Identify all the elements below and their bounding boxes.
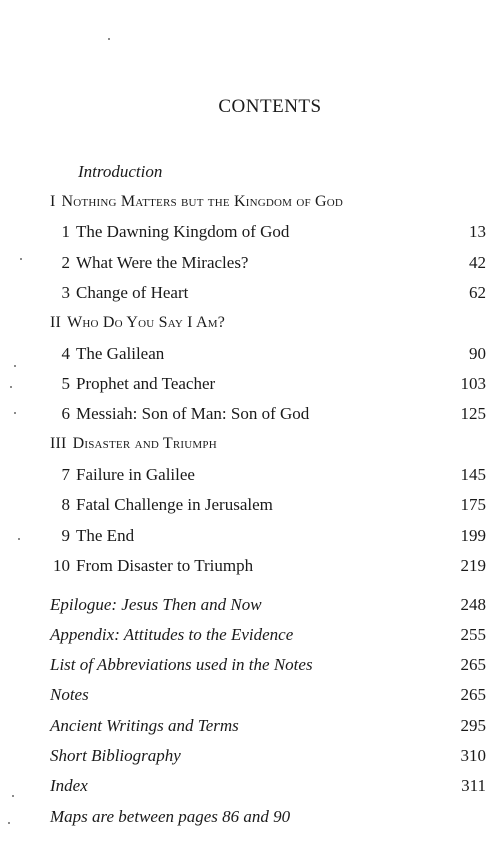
page-title: CONTENTS [218,96,322,117]
toc-chapter-number: 9 [61,526,70,545]
toc-entry-abbreviations [50,653,313,677]
toc-entry-introduction [78,160,162,184]
scan-speck [18,538,20,540]
toc-chapter-7 [50,463,195,487]
toc-page-number: 295 [460,716,486,735]
toc-page-number: 248 [460,595,486,614]
toc-part-3 [50,432,217,456]
scan-speck [14,365,16,367]
toc-page-number: 199 [460,526,486,545]
toc-entry-notes [50,683,89,707]
toc-part-label: Disaster and Triumph [72,435,217,452]
toc-chapter-8 [50,493,273,517]
toc-part-number: III [50,435,67,452]
toc-chapter-label: From Disaster to Triumph [76,556,254,575]
toc-chapter-2 [50,251,248,275]
toc-maps-note [50,805,290,829]
toc-part-1 [50,190,343,214]
toc-page-number: 42 [469,253,486,272]
toc-entry-label: Appendix: Attitudes to the Evidence [50,625,294,644]
toc-page-number: 13 [469,222,486,241]
toc-page-number: 255 [460,625,486,644]
toc-page-number: 311 [461,776,486,795]
toc-chapter-label: Prophet and Teacher [76,374,216,393]
toc-chapter-label: What Were the Miracles? [76,253,249,272]
toc-chapter-label: The Dawning Kingdom of God [76,222,290,241]
toc-page-number: 125 [460,404,486,423]
toc-page-number: 310 [460,746,486,765]
toc-entry-label: Index [50,776,88,795]
toc-entry-appendix [50,623,293,647]
toc-chapter-4 [50,342,164,366]
scan-speck [14,412,16,414]
toc-entry-label: Epilogue: Jesus Then and Now [50,595,262,614]
toc-part-label: Nothing Matters but the Kingdom of God [61,193,344,210]
toc-page-number: 175 [460,495,486,514]
toc-part-label: Who Do You Say I Am? [67,314,226,331]
toc-entry-label: Short Bibliography [50,746,181,765]
toc-chapter-label: The End [76,526,135,545]
toc-chapter-label: Messiah: Son of Man: Son of God [76,404,310,423]
toc-chapter-label: Fatal Challenge in Jerusalem [76,495,273,514]
toc-page-number: 265 [460,685,486,704]
toc-chapter-number: 5 [61,374,70,393]
toc-chapter-number: 1 [61,222,70,241]
toc-entry-label: List of Abbreviations used in the Notes [50,655,313,674]
toc-chapter-number: 10 [53,556,70,575]
toc-chapter-5 [50,372,215,396]
scan-speck [108,38,110,40]
toc-entry-index [50,774,88,798]
toc-part-number: II [50,314,62,331]
toc-chapter-label: Change of Heart [76,283,189,302]
scan-speck [20,258,22,260]
toc-chapter-number: 7 [61,465,70,484]
toc-chapter-number: 6 [61,404,70,423]
toc-chapter-number: 2 [61,253,70,272]
toc-chapter-3 [50,281,188,305]
scan-speck [10,386,12,388]
toc-part-number: I [50,193,56,210]
toc-entry-ancient-writings [50,714,239,738]
toc-chapter-number: 8 [61,495,70,514]
toc-entry-label: Notes [50,685,89,704]
toc-chapter-number: 3 [61,283,70,302]
scan-speck [8,822,10,824]
toc-entry-epilogue [50,593,262,617]
toc-entry-label: Introduction [78,162,163,181]
scan-speck [12,795,14,797]
toc-page-number: 103 [460,374,486,393]
toc-page-number: 219 [460,556,486,575]
toc-chapter-number: 4 [61,344,70,363]
toc-chapter-9 [50,524,134,548]
toc-chapter-label: Failure in Galilee [76,465,195,484]
toc-chapter-6 [50,402,309,426]
toc-entry-label: Ancient Writings and Terms [50,716,239,735]
toc-page-number: 90 [469,344,486,363]
toc-page-number: 265 [460,655,486,674]
toc-page-number: 145 [460,465,486,484]
toc-part-2 [50,311,225,335]
toc-entry-label: Maps are between pages 86 and 90 [50,807,291,826]
toc-chapter-1 [50,220,289,244]
toc-chapter-label: The Galilean [76,344,165,363]
toc-entry-bibliography [50,744,181,768]
toc-page-number: 62 [469,283,486,302]
toc-chapter-10 [50,554,253,578]
